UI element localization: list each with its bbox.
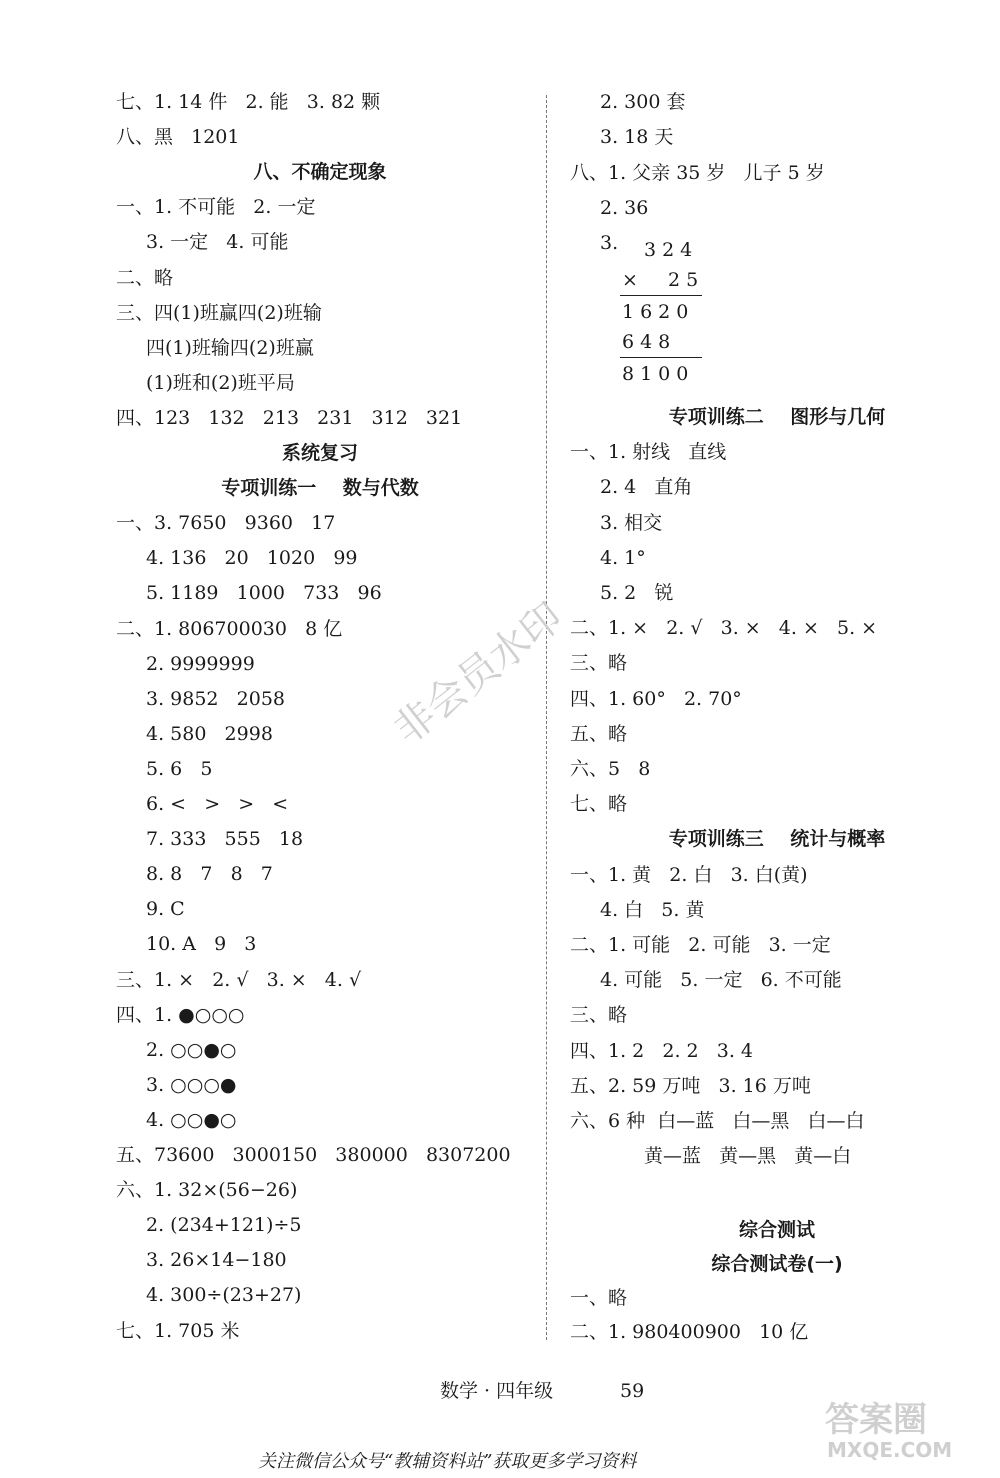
answer-line: 四、123 132 213 231 312 321	[116, 406, 463, 429]
site-logo	[815, 1395, 985, 1465]
answer-line: 四、1. 2 2. 2 3. 4	[570, 1039, 754, 1062]
answer-line: 二、1. 806700030 8 亿	[116, 617, 343, 640]
answer-line: 六、6 种 白—蓝 白—黑 白—白	[570, 1110, 865, 1132]
logo-subtitle: MXQE.COM	[827, 1438, 953, 1462]
logo-mark-icon	[815, 1395, 985, 1465]
answer-line: 六、1. 32×(56−26)	[116, 1179, 298, 1202]
subsection-heading: 专项训练三 统计与概率	[668, 828, 886, 851]
answer-line: 2. 300 套	[600, 91, 686, 113]
answer-line: 4. ○○●○	[146, 1108, 237, 1131]
watermark: 非会员水印	[385, 593, 572, 754]
answer-line: 4. 300÷(23+27)	[146, 1284, 302, 1307]
answer-line: 4. 白 5. 黄	[600, 898, 705, 921]
answer-line: 3. ○○○●	[146, 1073, 237, 1096]
answer-line: 一、1. 黄 2. 白 3. 白(黄)	[570, 863, 808, 886]
answer-line: 3.	[600, 232, 619, 255]
answer-line: 8. 8 7 8 7	[146, 863, 273, 886]
answer-line: 2. 9999999	[146, 652, 255, 675]
promo-banner: 关注微信公众号“教辅资料站”获取更多学习资料	[258, 1451, 637, 1472]
subsection-heading: 专项训练一 数与代数	[221, 477, 419, 500]
answer-line: 一、1. 射线 直线	[570, 441, 727, 464]
answer-line: 2. ○○●○	[146, 1038, 237, 1061]
answer-line: (1)班和(2)班平局	[146, 371, 295, 394]
column-divider	[546, 95, 547, 1340]
answer-line: 三、略	[570, 652, 628, 675]
answer-line: 二、1. 可能 2. 可能 3. 一定	[570, 934, 831, 956]
answer-line: 5. 6 5	[146, 757, 213, 780]
answer-line: 四(1)班输四(2)班赢	[146, 336, 314, 359]
answer-line: 二、1. × 2. √ 3. × 4. × 5. ×	[570, 617, 878, 640]
answer-line: 4. 1°	[600, 546, 646, 569]
answer-line: 7. 333 555 18	[146, 828, 304, 851]
answer-line: 3. 26×14−180	[146, 1249, 287, 1272]
section-heading: 八、不确定现象	[253, 161, 387, 184]
answer-line: 3. 一定 4. 可能	[146, 231, 289, 254]
answer-line: 七、略	[570, 793, 628, 816]
answer-line: 二、略	[116, 266, 174, 289]
answer-line: 三、四(1)班赢四(2)班输	[116, 301, 322, 324]
answer-line: 三、略	[570, 1004, 628, 1027]
answer-line: 四、1. 60° 2. 70°	[570, 687, 742, 710]
answer-line: 五、略	[570, 722, 628, 745]
answer-line: 七、1. 705 米	[116, 1319, 240, 1342]
subsection-heading: 专项训练二 图形与几何	[668, 406, 886, 428]
section-heading: 综合测试卷(一)	[711, 1253, 843, 1275]
multiply-sign: ×	[622, 269, 644, 291]
answer-line: 3. 相交	[600, 511, 663, 534]
page-number: 59	[620, 1380, 645, 1402]
answer-line: 4. 可能 5. 一定 6. 不可能	[600, 969, 842, 992]
mult-rule-1	[620, 295, 702, 296]
answer-line: 四、1. ●○○○	[116, 1003, 245, 1026]
answer-line: 八、1. 父亲 35 岁 儿子 5 岁	[570, 161, 825, 184]
answer-line: 3. 18 天	[600, 126, 674, 149]
answer-line: 五、2. 59 万吨 3. 16 万吨	[570, 1074, 811, 1097]
logo-title: 答案圈	[825, 1400, 927, 1440]
answer-line: 4. 136 20 1020 99	[146, 547, 358, 570]
answer-line: 2. 36	[600, 196, 649, 219]
answer-line: 七、1. 14 件 2. 能 3. 82 颗	[116, 91, 381, 113]
answer-line: 一、3. 7650 9360 17	[116, 512, 336, 535]
multiplier: 25	[668, 269, 705, 291]
section-heading: 系统复习	[281, 442, 358, 464]
answer-line: 六、5 8	[570, 758, 651, 780]
partial-product-2: 648	[622, 331, 677, 353]
answer-line: 6. < > > <	[146, 793, 289, 815]
answer-line: 一、略	[570, 1287, 628, 1309]
partial-product-1: 1620	[622, 301, 695, 323]
answer-line: 9. C	[146, 898, 185, 921]
answer-line: 2. (234+121)÷5	[146, 1214, 302, 1237]
answer-line: 3. 9852 2058	[146, 687, 285, 710]
answer-line: 八、黑 1201	[116, 126, 240, 149]
answer-line: 5. 2 锐	[600, 582, 674, 604]
answer-line: 10. A 9 3	[146, 933, 257, 956]
answer-line: 二、1. 980400900 10 亿	[570, 1321, 809, 1343]
mult-rule-2	[620, 357, 702, 358]
answer-line: 五、73600 3000150 380000 8307200	[116, 1144, 511, 1166]
answer-line: 一、1. 不可能 2. 一定	[116, 196, 316, 219]
answer-line: 三、1. × 2. √ 3. × 4. √	[116, 968, 362, 991]
multiplicand: 324	[644, 239, 699, 261]
answer-line: 5. 1189 1000 733 96	[146, 582, 382, 605]
section-heading: 综合测试	[738, 1219, 815, 1241]
product-result: 8100	[622, 363, 695, 385]
answer-line: 黄—蓝 黄—黑 黄—白	[644, 1145, 852, 1168]
answer-line: 2. 4 直角	[600, 476, 693, 499]
answer-line: 4. 580 2998	[146, 722, 273, 745]
footer-subject: 数学 · 四年级	[440, 1380, 554, 1402]
